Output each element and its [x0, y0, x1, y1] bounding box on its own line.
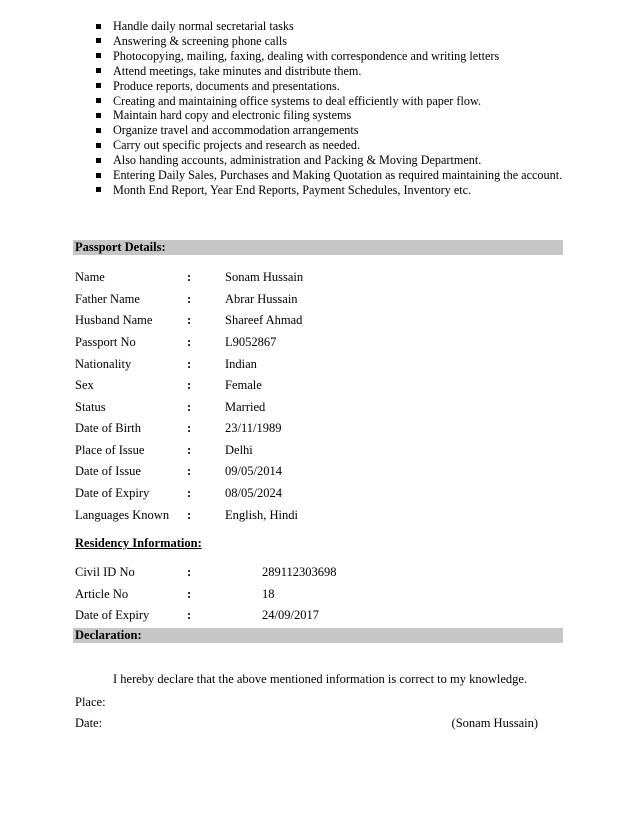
field-label: Date of Expiry	[75, 486, 150, 500]
duty-item: Attend meetings, take minutes and distribute them.	[96, 64, 562, 79]
field-colon: :	[187, 421, 192, 435]
field-label: Sex	[75, 378, 94, 392]
field-value: Delhi	[225, 443, 253, 457]
field-value: 23/11/1989	[225, 421, 282, 435]
date-label: Date:	[75, 716, 103, 730]
field-label: Civil ID No	[75, 565, 135, 579]
field-value: English, Hindi	[225, 508, 298, 522]
duty-item: Photocopying, mailing, faxing, dealing with correspondence and writing letters	[96, 49, 562, 64]
field-value: L9052867	[225, 335, 277, 349]
field-label: Father Name	[75, 292, 140, 306]
field-colon: :	[187, 508, 192, 522]
duty-item: Produce reports, documents and presentations.	[96, 79, 562, 94]
duty-item: Handle daily normal secretarial tasks	[96, 19, 562, 34]
passport-details-heading: Passport Details:	[73, 240, 563, 255]
field-value: Shareef Ahmad	[225, 313, 303, 327]
field-label: Husband Name	[75, 313, 153, 327]
field-label: Date of Birth	[75, 421, 141, 435]
field-colon: :	[187, 335, 192, 349]
field-label: Article No	[75, 587, 129, 601]
field-colon: :	[187, 608, 192, 622]
signature-name: (Sonam Hussain)	[451, 716, 538, 730]
field-value: Female	[225, 378, 262, 392]
field-label: Date of Issue	[75, 464, 141, 478]
field-label: Nationality	[75, 357, 132, 371]
field-colon: :	[187, 486, 192, 500]
field-colon: :	[187, 378, 192, 392]
duty-item: Month End Report, Year End Reports, Payment Schedules, Inventory etc.	[96, 183, 562, 198]
field-label: Name	[75, 270, 105, 284]
field-value: 18	[262, 587, 275, 601]
place-label: Place:	[75, 695, 106, 709]
declaration-text: I hereby declare that the above mentioned information is correct to my knowledge.	[113, 672, 528, 686]
field-label: Passport No	[75, 335, 136, 349]
field-value: Married	[225, 400, 266, 414]
duty-item: Maintain hard copy and electronic filing systems	[96, 108, 562, 123]
field-colon: :	[187, 313, 192, 327]
field-value: Sonam Hussain	[225, 270, 304, 284]
field-colon: :	[187, 400, 192, 414]
field-colon: :	[187, 357, 192, 371]
declaration-heading: Declaration:	[73, 628, 563, 643]
duty-item: Answering & screening phone calls	[96, 34, 562, 49]
field-colon: :	[187, 292, 192, 306]
duties-list	[96, 19, 562, 198]
field-label: Status	[75, 400, 106, 414]
field-colon: :	[187, 464, 192, 478]
field-colon: :	[187, 587, 192, 601]
field-colon: :	[187, 443, 192, 457]
field-colon: :	[187, 270, 192, 284]
duty-item: Organize travel and accommodation arrangements	[96, 123, 562, 138]
field-label: Languages Known	[75, 508, 170, 522]
field-value: Indian	[225, 357, 257, 371]
field-value: 09/05/2014	[225, 464, 282, 478]
field-value: 08/05/2024	[225, 486, 282, 500]
field-value: 289112303698	[262, 565, 337, 579]
duty-item: Creating and maintaining office systems to deal efficiently with paper flow.	[96, 94, 562, 109]
duty-item: Carry out specific projects and research as needed.	[96, 138, 562, 153]
field-value: Abrar Hussain	[225, 292, 298, 306]
duty-item: Entering Daily Sales, Purchases and Making Quotation as required maintaining the account.	[96, 168, 562, 183]
residency-information-heading: Residency Information:	[75, 536, 202, 550]
duty-item: Also handing accounts, administration and Packing & Moving Department.	[96, 153, 562, 168]
field-colon: :	[187, 565, 192, 579]
field-label: Place of Issue	[75, 443, 145, 457]
field-label: Date of Expiry	[75, 608, 150, 622]
field-value: 24/09/2017	[262, 608, 319, 622]
